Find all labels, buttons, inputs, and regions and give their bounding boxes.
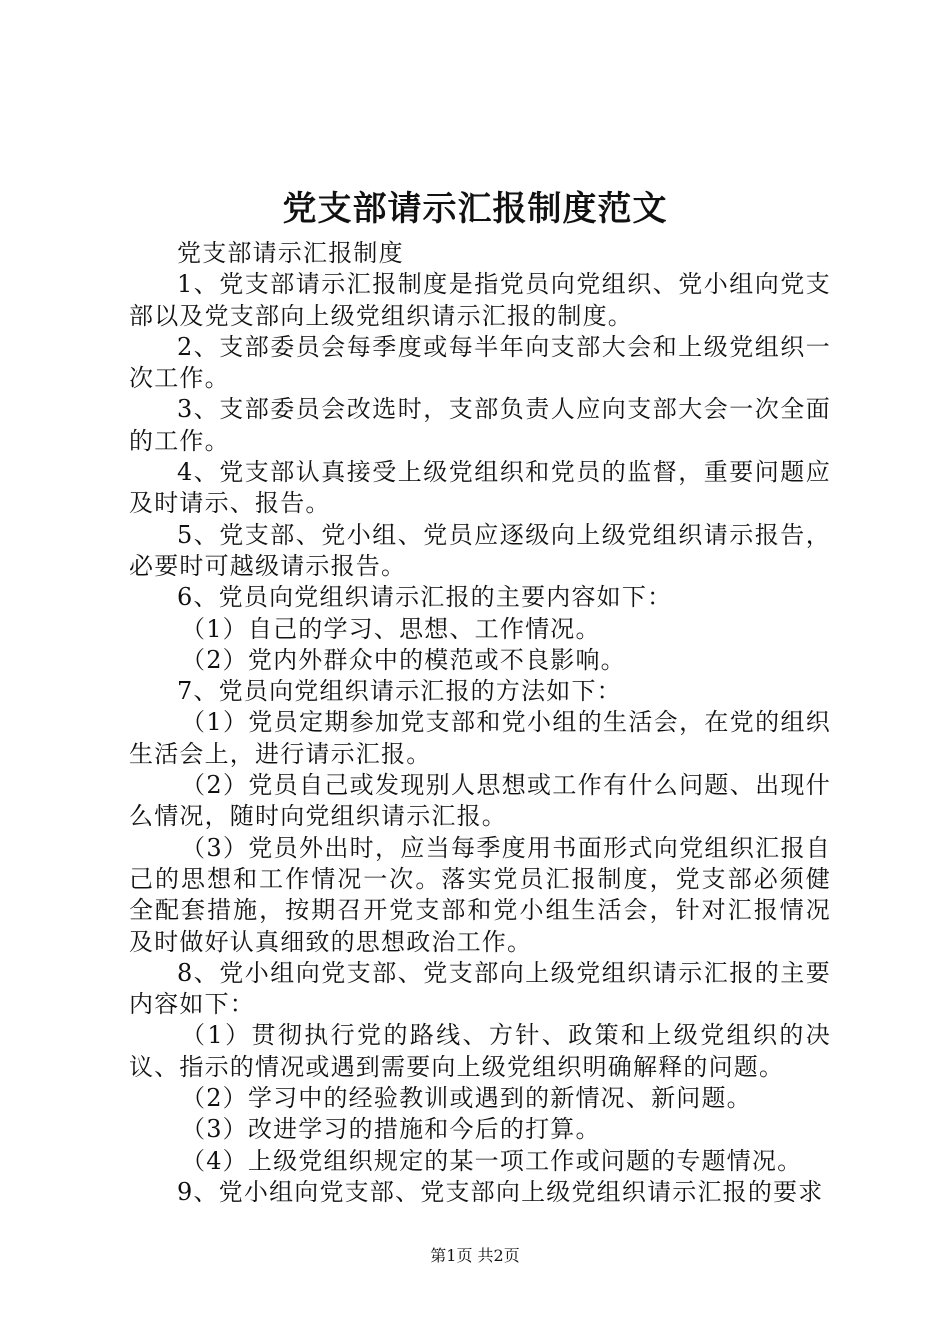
page-number: 第1页 共2页 [430, 1246, 520, 1265]
document-body [129, 238, 831, 1208]
paragraph: 8、党小组向党支部、党支部向上级党组织请示汇报的主要内容如下： [129, 958, 831, 1019]
paragraph: （1）自己的学习、思想、工作情况。 [181, 614, 601, 643]
paragraph: 7、党员向党组织请示汇报的方法如下： [177, 677, 622, 706]
paragraph: （2）党员自己或发现别人思想或工作有什么问题、出现什么情况，随时向党组织请示汇报。 [129, 771, 831, 831]
paragraph: 5、党支部、党小组、党员应逐级向上级党组织请示报告，必要时可越级请示报告。 [129, 520, 831, 580]
paragraph: 2、支部委员会每季度或每半年向支部大会和上级党组织一次工作。 [129, 332, 831, 393]
paragraph: （4）上级党组织规定的某一项工作或问题的专题情况。 [181, 1146, 803, 1175]
paragraph: （3）改进学习的措施和今后的打算。 [181, 1115, 601, 1144]
paragraph: 党支部请示汇报制度 [177, 239, 404, 267]
paragraph: （2）学习中的经验教训或遇到的新情况、新问题。 [181, 1084, 752, 1113]
paragraph: （3）党员外出时，应当每季度用书面形式向党组织汇报自己的思想和工作情况一次。落实党员汇报制度，党支部必须健全配套措施，按期召开党支部和党小组生活会，针对汇报情况及时做好认真细致的思想政治工作。 [129, 833, 831, 956]
paragraph: 4、党支部认真接受上级党组织和党员的监督，重要问题应及时请示、报告。 [129, 458, 831, 518]
document-title: 党支部请示汇报制度范文 [282, 189, 668, 229]
paragraph: （2）党内外群众中的模范或不良影响。 [181, 645, 626, 674]
paragraph: 3、支部委员会改选时，支部负责人应向支部大会一次全面的工作。 [129, 395, 831, 455]
paragraph: 1、党支部请示汇报制度是指党员向党组织、党小组向党支部以及党支部向上级党组织请示汇报的制度。 [129, 270, 831, 330]
paragraph: （1）党员定期参加党支部和党小组的生活会，在党的组织生活会上，进行请示汇报。 [129, 708, 831, 768]
paragraph: 6、党员向党组织请示汇报的主要内容如下： [177, 583, 673, 612]
paragraph: 9、党小组向党支部、党支部向上级党组织请示汇报的要求 [177, 1177, 824, 1206]
paragraph: （1）贯彻执行党的路线、方针、政策和上级党组织的决议、指示的情况或遇到需要向上级党组织明确解释的问题。 [129, 1021, 831, 1081]
